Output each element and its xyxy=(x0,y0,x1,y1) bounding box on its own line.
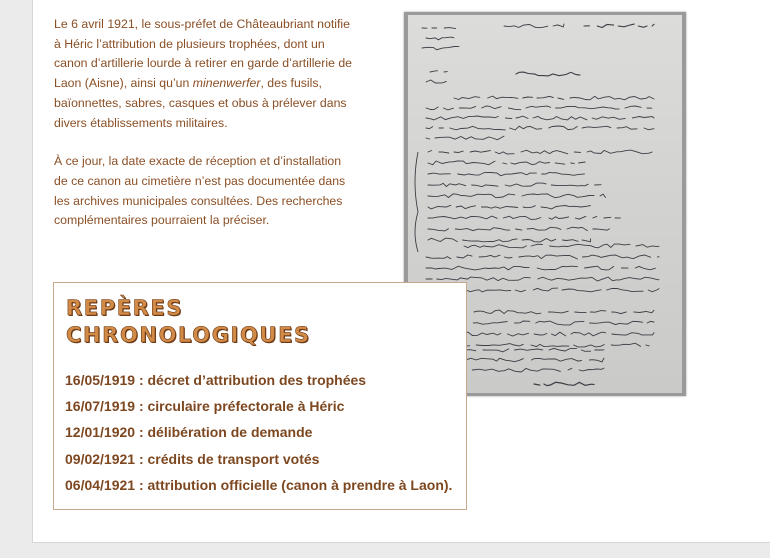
handwriting-line xyxy=(428,238,591,242)
handwriting-line xyxy=(428,205,590,209)
timeline-item: 06/04/1921 : attribution officielle (canon à prendre à Laon). xyxy=(65,476,453,493)
intro-p1-end: , des fusils, baïonnettes, sabres, casques et obus à prélever dans divers établissements militaires. xyxy=(54,76,347,130)
handwriting-line xyxy=(422,46,465,49)
handwriting-line xyxy=(426,126,654,130)
handwriting-line xyxy=(584,24,654,27)
handwriting-line xyxy=(422,28,462,29)
intro-paragraph-2: À ce jour, la date exacte de réception et d’installation de ce canon au cimetière n’est pas documentée dans les archives municipales consultées. Des recherches complémentaires pourraient la préciser. xyxy=(54,154,346,228)
handwriting-line xyxy=(428,194,606,198)
handwriting-line xyxy=(516,72,580,76)
handwriting-line xyxy=(426,80,454,83)
timeline-title: REPÈRES CHRONOLOGIQUES xyxy=(66,296,311,347)
handwriting-line xyxy=(426,266,660,270)
intro-p1-emphasis: minenwerfer xyxy=(192,76,261,91)
timeline-item: 12/01/1920 : délibération de demande xyxy=(65,424,313,441)
handwriting-line xyxy=(426,277,659,281)
bracket-mark xyxy=(415,152,418,252)
timeline-list xyxy=(65,367,452,498)
handwriting-line xyxy=(464,348,604,352)
handwriting-line xyxy=(426,116,654,120)
handwriting-line xyxy=(464,244,659,248)
timeline-box xyxy=(53,282,467,510)
handwriting-line xyxy=(428,172,585,175)
handwriting-line xyxy=(504,24,564,27)
timeline-item: 16/05/1919 : décret d’attribution des trophées xyxy=(65,372,367,388)
handwriting-line xyxy=(428,216,620,219)
handwriting-line xyxy=(426,136,504,140)
handwriting-line xyxy=(428,161,585,165)
handwriting-line xyxy=(430,71,453,72)
timeline-item: 16/07/1919 : circulaire préfectorale à Héric xyxy=(65,398,345,415)
handwriting-line xyxy=(426,255,659,259)
intro-p1-start: Le 6 avril 1921, le sous-préfet de Châteaubriant notifie à Héric l’attribution de plusieurs trophées, dont un canon d’artillerie lourde à retirer en garde d’artillerie de Laon (Aisne), ainsi qu’un xyxy=(54,17,353,91)
handwriting-line xyxy=(454,96,654,100)
handwriting-line xyxy=(474,310,654,314)
handwriting-line xyxy=(534,382,594,385)
handwriting-line xyxy=(426,37,454,40)
timeline-item: 09/02/1921 : crédits de transport votés xyxy=(65,450,320,467)
intro-text xyxy=(54,15,354,250)
handwriting-line xyxy=(426,106,659,110)
handwriting-line xyxy=(428,150,652,154)
handwriting-line xyxy=(428,183,608,187)
handwriting-line xyxy=(428,227,609,231)
intro-paragraph-1 xyxy=(54,15,354,133)
